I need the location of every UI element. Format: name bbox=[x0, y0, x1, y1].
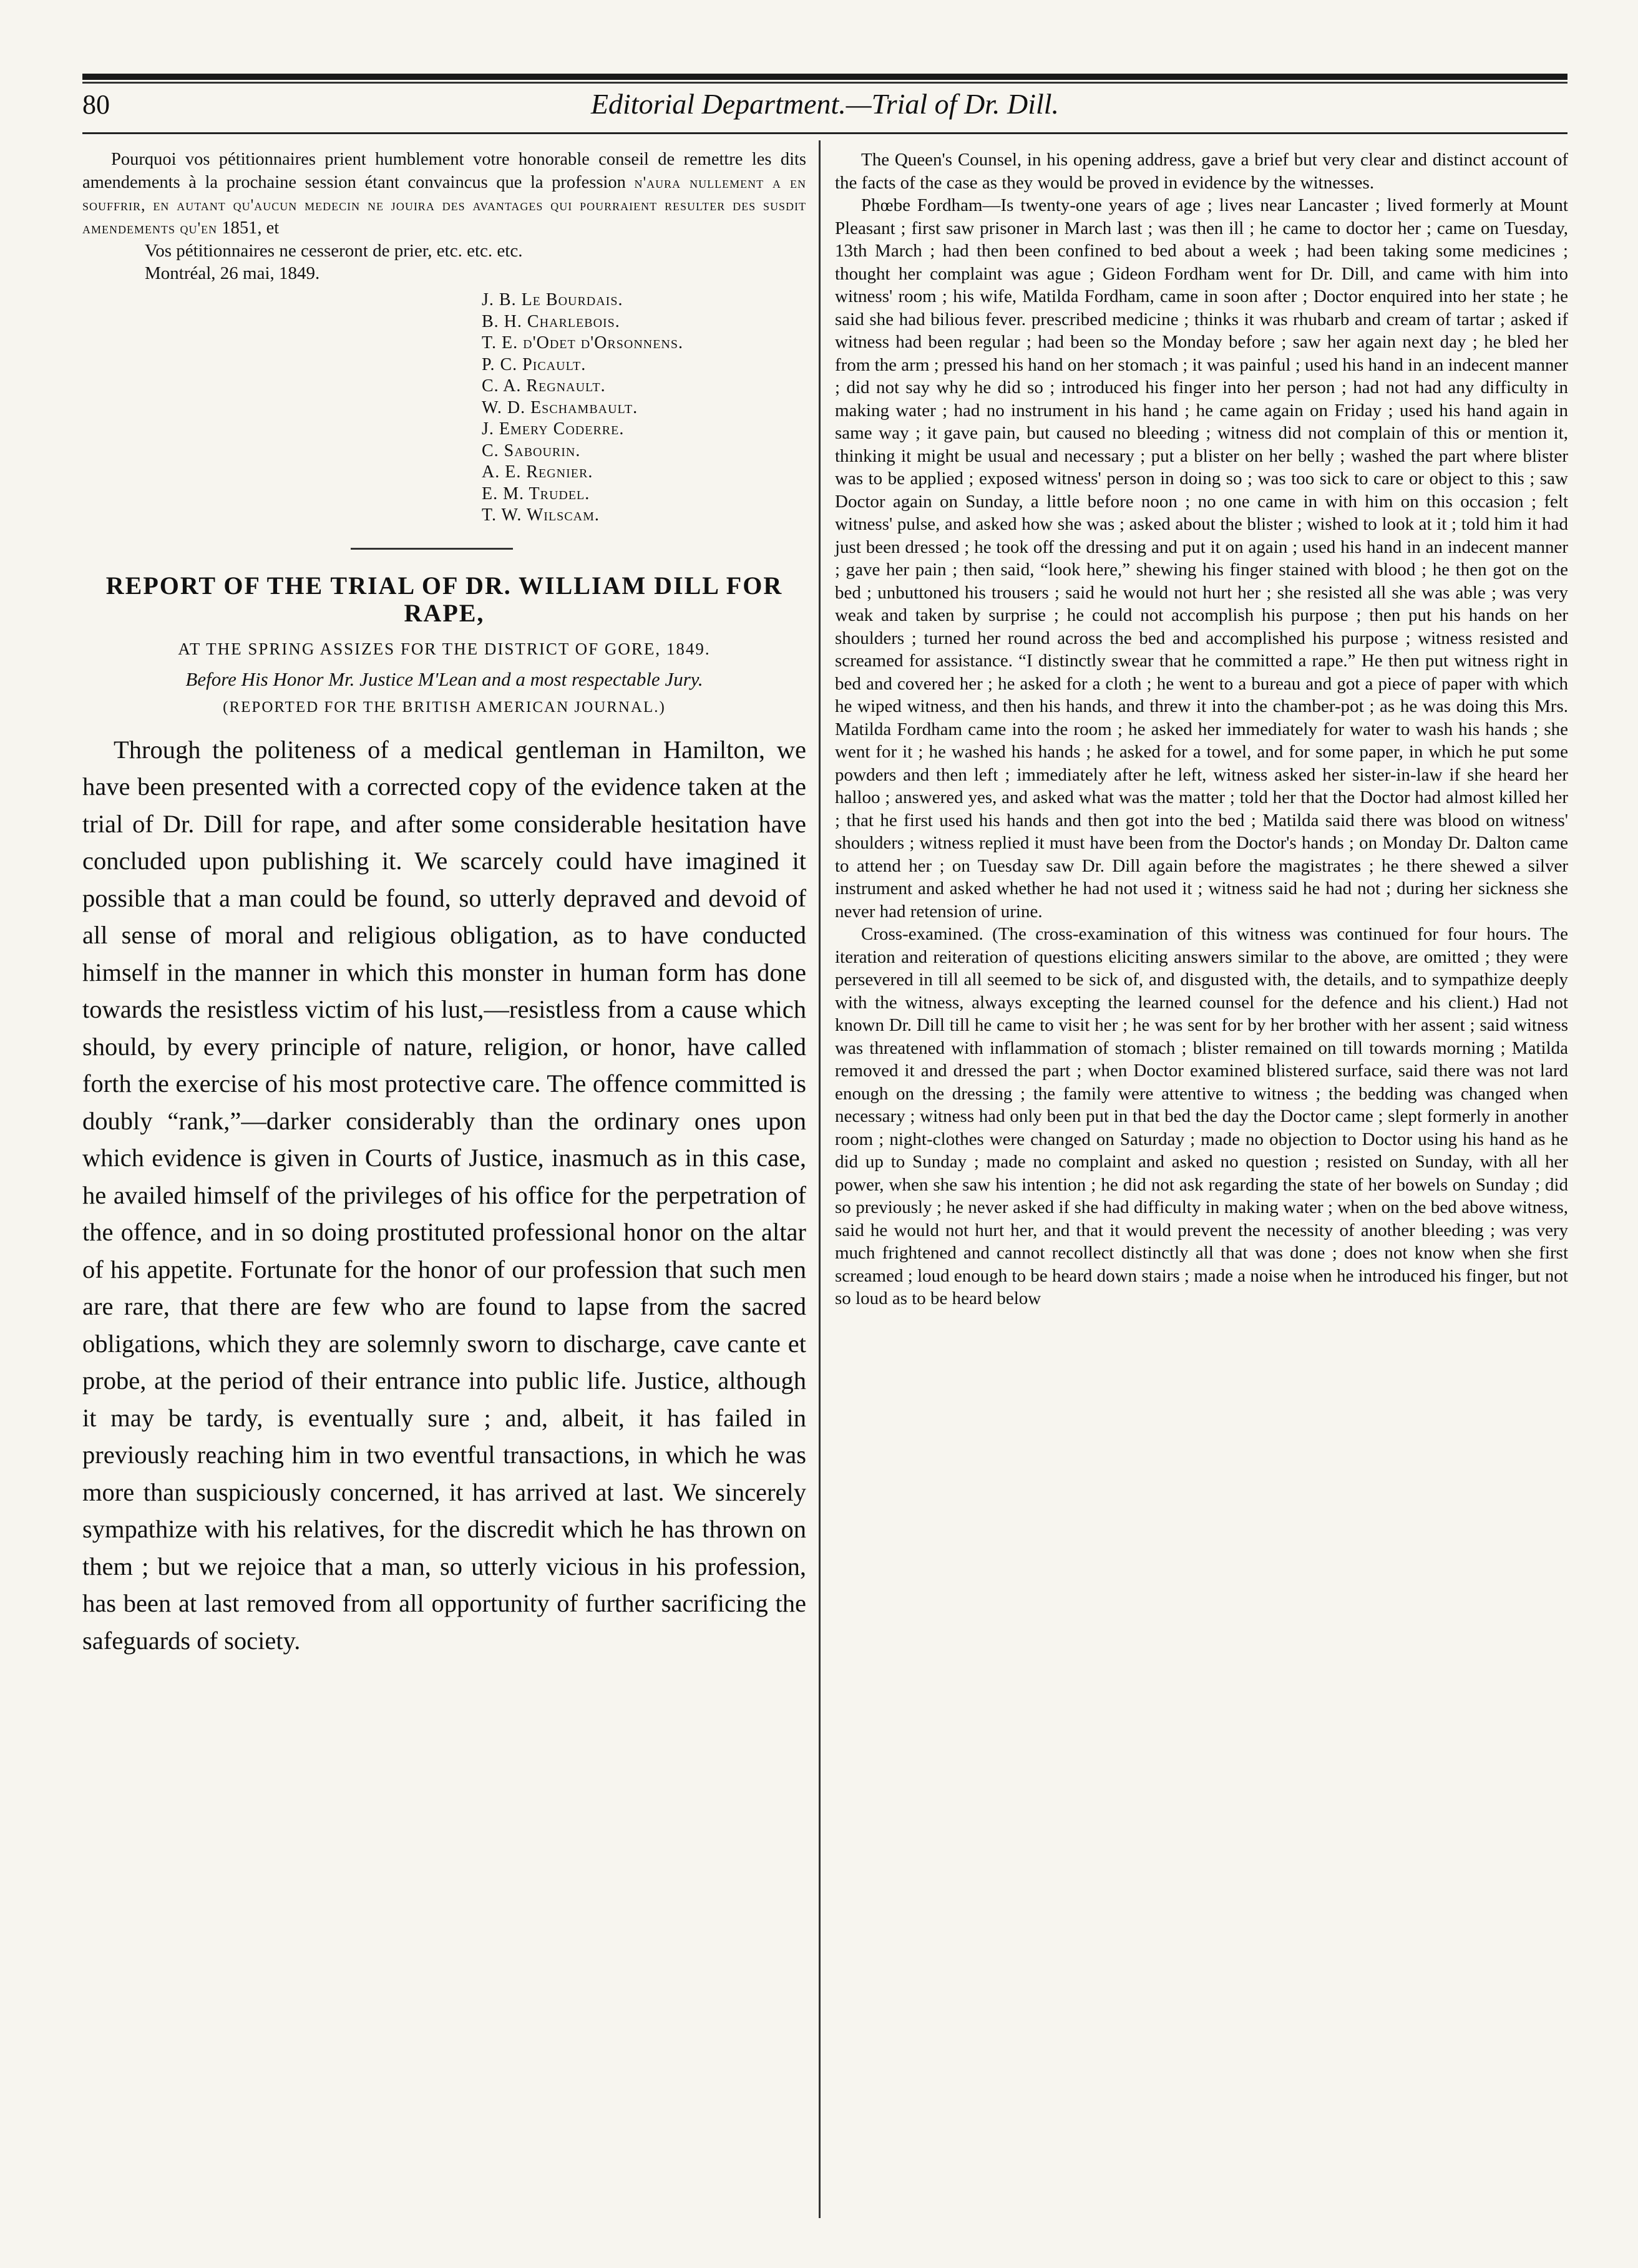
editorial-body: Through the politeness of a medical gentleman in Hamilton, we have been presented with a corrected copy of the evidence taken at the trial of Dr. Dill for rape, and after some considerable hesitation have concluded upon publishing it. We scarcely could have imagined it possible that a man could be found, so utterly depraved and devoid of all sense of moral and religious obligation, as to have conducted himself in the manner in which this monster in human form has done towards the resistless victim of his lust,—resistless from a cause which should, by every principle of nature, religion, or honor, have called forth the exercise of his most protective care. The offence committed is doubly “rank,”—darker considerably than the ordinary ones upon which evidence is given in Courts of Justice, inasmuch as in this case, he availed himself of the privileges of his office for the perpetration of the offence, and in so doing prostituted professional honor on the altar of his appetite. Fortunate for the honor of our profession that such men are rare, that there are few who are found to lapse from the sacred obligations, which they are solemnly sworn to discharge, cave cante et probe, at the period of their entrance into public life. Justice, although it may be tardy, is eventually sure ; and, albeit, it has failed in previously reaching him in two eventful transactions, in which he was more than suspiciously concerned, it has arrived at last. We sincerely sympathize with his relatives, for the discredit which he has thrown on them ; but we rejoice that a man, so utterly vicious in his profession, has been at last removed from all opportunity of further sacrificing the safeguards of society. bbox=[82, 735, 806, 1655]
report-credit-line: (REPORTED FOR THE BRITISH AMERICAN JOURNAL.) bbox=[223, 698, 666, 716]
signatory: J. B. Le Bourdais. bbox=[482, 290, 623, 309]
header-rule bbox=[82, 132, 1567, 134]
signatory: C. A. Regnault. bbox=[482, 376, 606, 396]
section-separator bbox=[351, 548, 513, 550]
signatory: B. H. Charlebois. bbox=[482, 311, 620, 331]
top-rule bbox=[82, 74, 1567, 80]
right-column bbox=[835, 148, 1568, 1310]
evidence-paragraph: Cross-examined. (The cross-examination of this witness was continued for four hours. The iteration and reiteration of questions eliciting answers similar to the above, are omitted ; they were persevered in till all seemed to be sick of, and disgusted with, the details, and to sympathize deeply with the witness, always excepting the learned counsel for the defence and his client.) Had not known Dr. Dill till he came to visit her ; he was sent for by her brother with her assent ; said witness was threatened with inflammation of stomach ; blister remained on till towards morning ; Matilda removed it and dressed the part ; when Doctor examined blistered surface, said there was not lard enough on the dressing ; the family were attentive to witness ; the bedding was changed when necessary ; witness had only been put in that bed the day the Doctor came ; slept formerly in another room ; night-clothes were changed on Saturday ; made no objection to Doctor using his hand as he did up to Sunday ; made no complaint and asked no question ; resisted on Sunday, with all her power, when she saw his intention ; he did not ask regarding the state of her bowels on Sunday ; did so previously ; he never asked if she had difficulty in making water ; when on the bed above witness, said he would not hurt her, and that it would prevent the necessity of another bleeding ; was very much frightened and cannot recollect distinctly all that was done ; does not know when she first screamed ; loud enough to be heard down stairs ; made a noise when he introduced his finger, but not so loud as to be heard below bbox=[835, 924, 1568, 1308]
report-assize-line: AT THE SPRING ASSIZES FOR THE DISTRICT OF GORE, 1849. bbox=[178, 639, 711, 658]
left-column bbox=[82, 148, 806, 1659]
petition-text: Pourquoi vos pétitionnaires prient humblement votre honorable conseil de remettre les dits amendements à la prochaine session étant convaincus que la profession bbox=[82, 150, 806, 192]
evidence-paragraph: The Queen's Counsel, in his opening address, gave a brief but very clear and distinct account of the facts of the case as they would be proved in evidence by the witnesses. bbox=[835, 150, 1568, 193]
report-title: REPORT OF THE TRIAL OF DR. WILLIAM DILL FOR RAPE, bbox=[105, 571, 783, 627]
signatory: T. E. d'Odet d'Orsonnens. bbox=[482, 333, 683, 353]
running-title: Editorial Department.—Trial of Dr. Dill. bbox=[590, 88, 1060, 120]
signatory: W. D. Eschambault. bbox=[482, 397, 638, 417]
signatory: P. C. Picault. bbox=[482, 354, 587, 374]
signatory: E. M. Trudel. bbox=[482, 484, 590, 504]
signatory: J. Emery Coderre. bbox=[482, 419, 625, 439]
top-rule-thin bbox=[82, 82, 1567, 84]
evidence-paragraph: Phœbe Fordham—Is twenty-one years of age ; lives near Lancaster ; lived formerly at Mount Pleasant ; first saw prisoner in March last ; was then ill ; he came to doctor her ; came on Tuesday, 13th March ; had then been confined to bed about a week ; had been taking some medicines ; thought her complaint was ague ; Gideon Fordham went for Dr. Dill, and came with him into witness' room ; his wife, Matilda Fordham, came in soon after ; Doctor enquired into her state ; he said she had bilious fever. prescribed medicine ; thinks it was rhubarb and cream of tartar ; asked if witness had been regular ; had been so the Monday before ; saw her again next day ; he bled her from the arm ; pressed his hand on her stomach ; it was painful ; used his hand in an indecent manner ; did not say why he did so ; introduced his finger into her person ; had not had any difficulty in making water ; had no instrument in his hand ; he came again on Friday ; used his hand again in same way ; it gave pain, but caused no bleeding ; witness did not complain of this or mention it, thinking it might be usual and necessary ; put a blister on her belly ; washed the part where blister was to be applied ; exposed witness' person in doing so ; was too sick to care or object to this ; saw Doctor again on Sunday, a little before noon ; no one came in with him on this occasion ; felt witness' pulse, and asked how she was ; asked about the blister ; wished to look at it ; told him it had just been dressed ; he took off the dressing and put it on again ; used his hand in an indecent manner ; gave her pain ; then said, “look here,” shewing his finger stained with blood ; he then got on the bed ; unbuttoned his trousers ; said he would not hurt her ; she resisted all she was able ; was very weak and taken by surprise ; he could not accomplish his purpose ; then put his hands on her shoulders ; turned her round across the bed and accomplished his purpose ; witness resisted and screamed for assistance. “I distinctly swear that he committed a rape.” He then put witness right in bed and covered her ; he asked for a cloth ; he went to a bureau and got a piece of paper with which he wiped witness, and then his hands, and threw it into the chamber-pot ; as he was doing this Mrs. Matilda Fordham came into the room ; he asked her immediately for water to wash his hands ; she went for it ; he washed his hands ; he asked for a towel, and for some paper, in which he put some powders and then left ; immediately after he left, witness asked her sister-in-law if she heard her halloo ; answered yes, and asked what was the matter ; told her that the Doctor had almost killed her ; that he first used his hands and then got into the bed ; Matilda said there was blood on witness' shoulders ; witness replied it must have been from the Doctor's hands ; on Monday Dr. Dalton came to attend her ; on Tuesday saw Dr. Dill again before the magistrates ; he there shewed a silver instrument and asked whether he had not used it ; witness said he had not ; during her sickness she never had retension of urine. bbox=[835, 195, 1569, 922]
page-header bbox=[82, 85, 1567, 130]
petition-paragraph bbox=[82, 148, 806, 240]
petition-text-end: 1851, et bbox=[222, 218, 280, 238]
signatory: A. E. Regnier. bbox=[482, 462, 593, 482]
signatory: T. W. Wilscam. bbox=[482, 505, 600, 525]
signatory-list bbox=[482, 290, 806, 527]
signatory: C. Sabourin. bbox=[482, 440, 581, 460]
column-divider bbox=[819, 140, 821, 2218]
petition-caps-text: n'aura nullement a en souffrir, en autant qu'aucun medecin ne jouira des avantages qui pourraient resulter des susdit amendements qu'en bbox=[82, 173, 807, 237]
petition-closing: Vos pétitionnaires ne cesseront de prier, etc. etc. etc. bbox=[145, 241, 523, 261]
report-before-line: Before His Honor Mr. Justice M'Lean and a most respectable Jury. bbox=[185, 668, 703, 690]
petition-place-date: Montréal, 26 mai, 1849. bbox=[145, 263, 320, 283]
page-number: 80 bbox=[82, 89, 110, 120]
